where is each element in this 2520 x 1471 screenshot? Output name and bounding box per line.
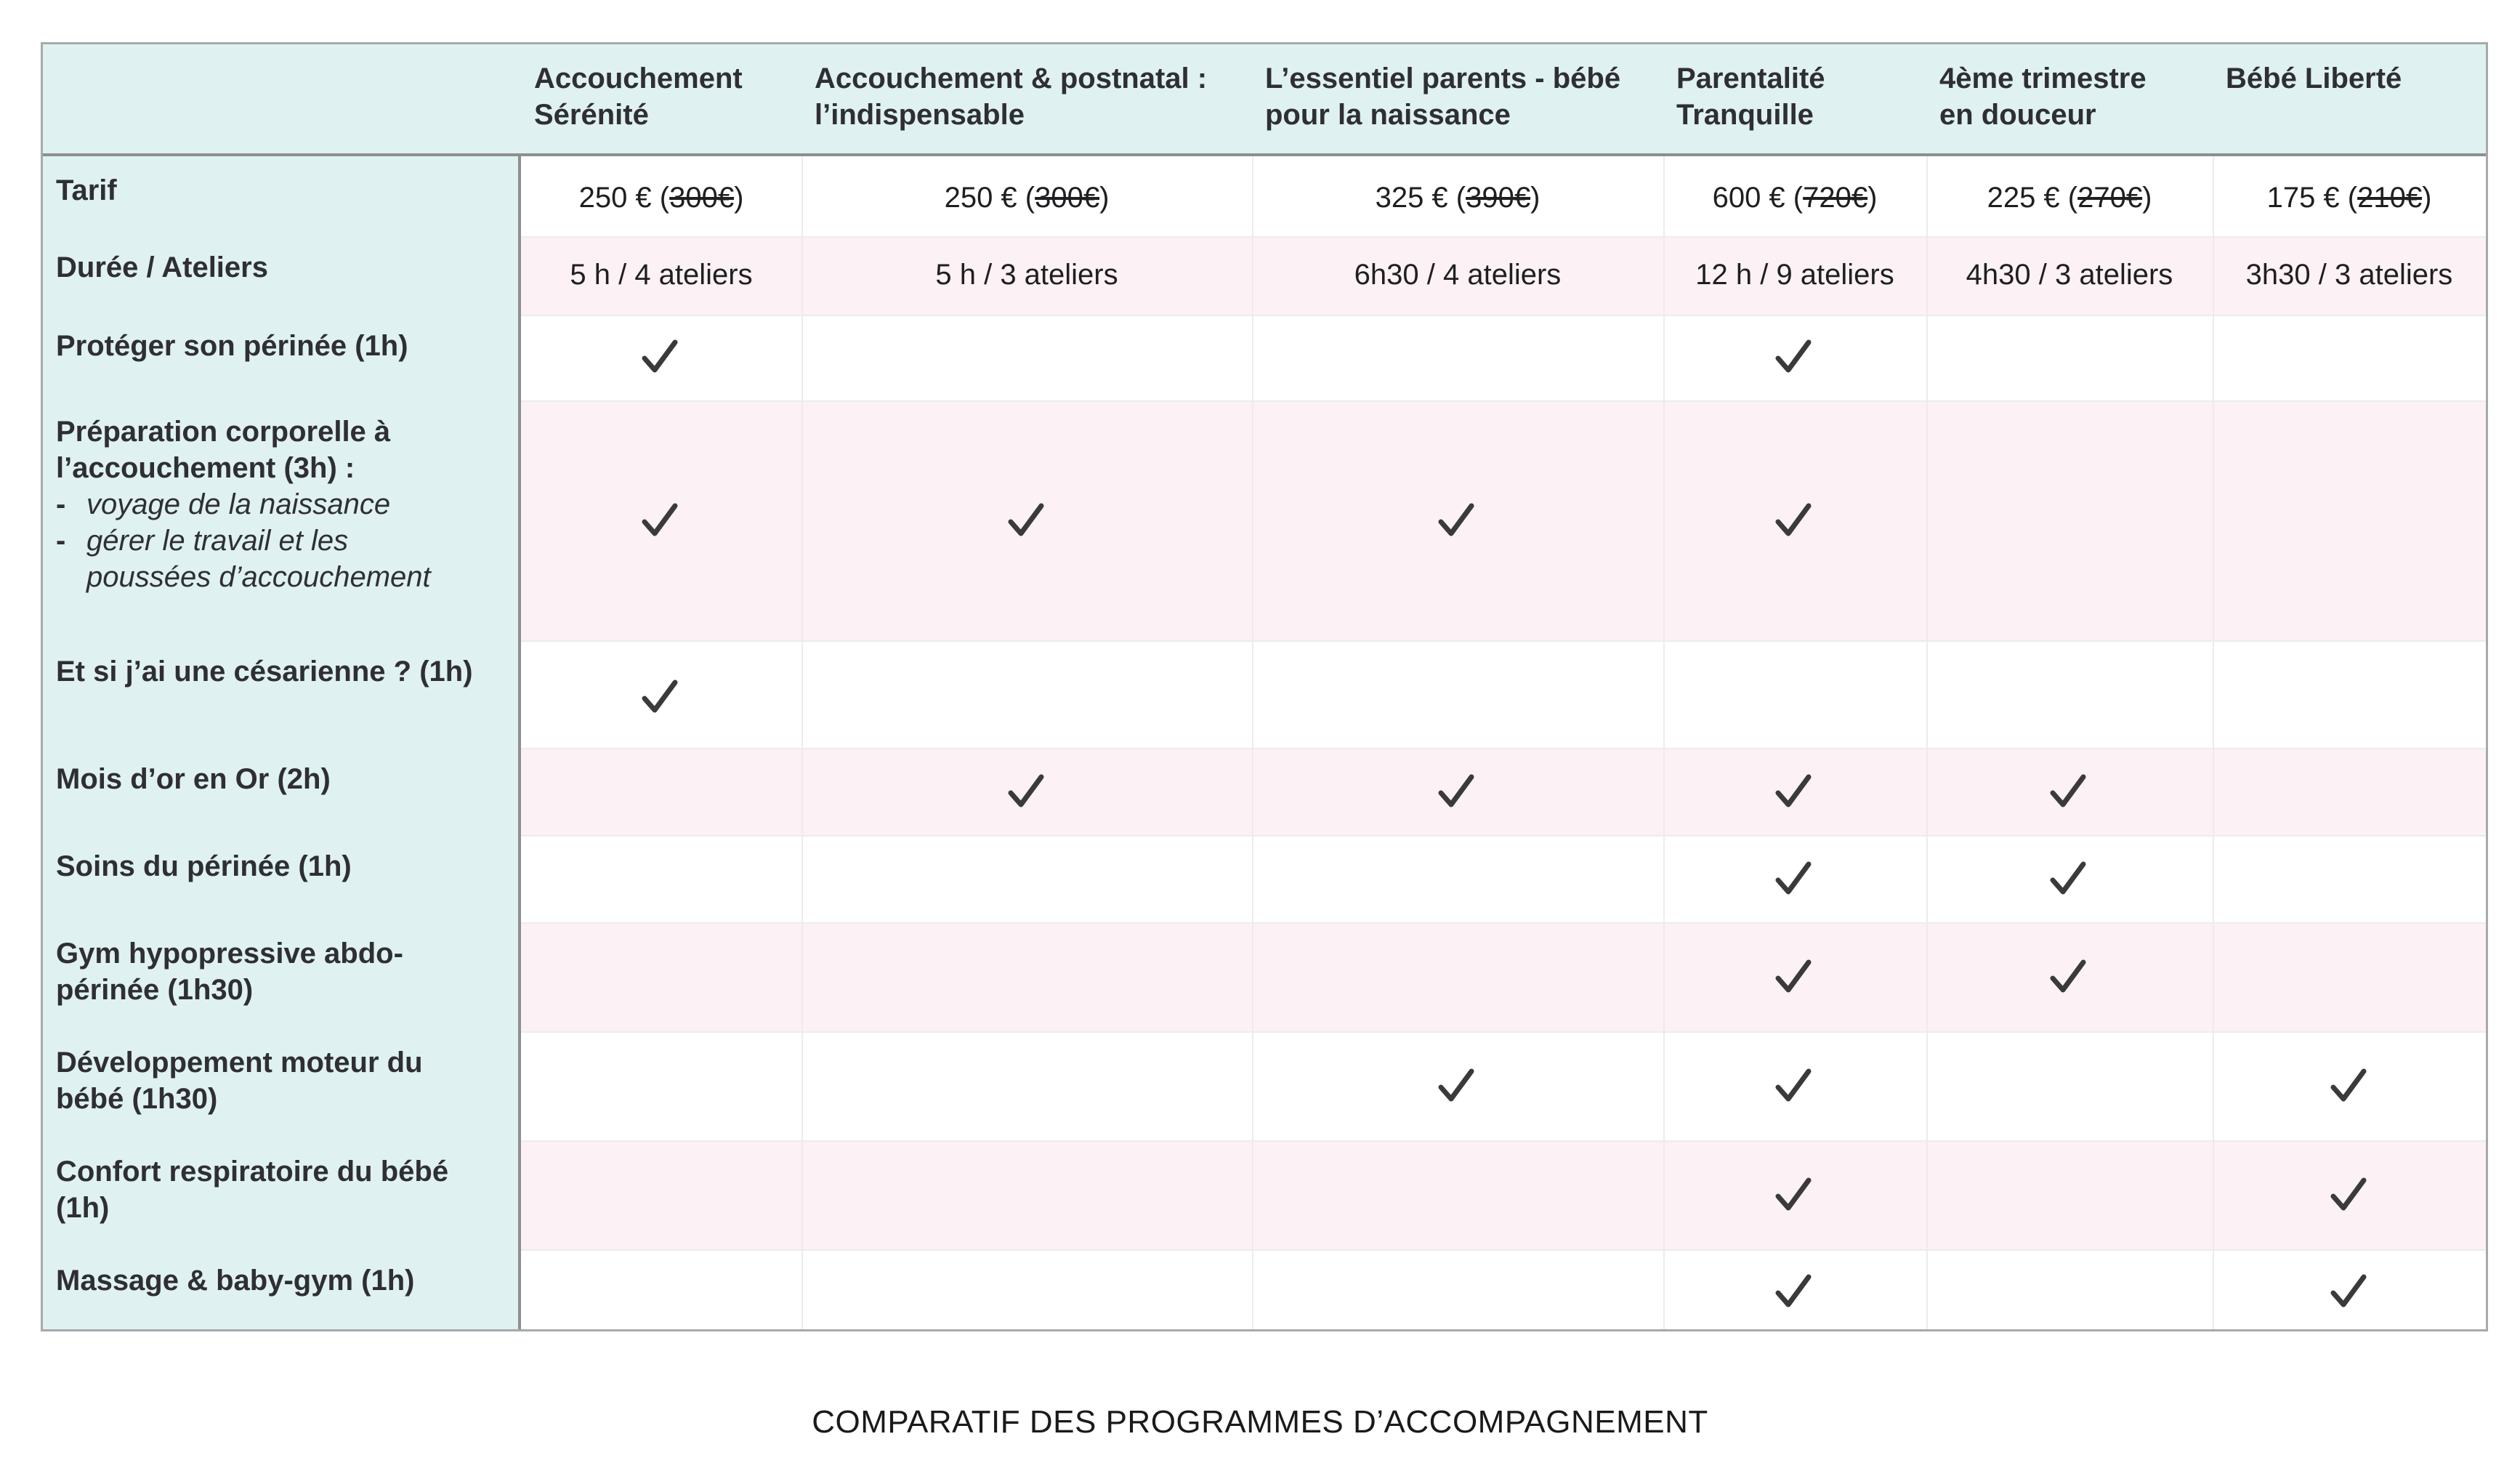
old-price: 300€ — [669, 182, 735, 214]
checkmark-icon — [639, 675, 682, 719]
checkmark-icon — [1772, 335, 1816, 379]
grid-line — [521, 1031, 2486, 1033]
checkmark-icon — [2047, 857, 2091, 900]
checkmark-icon — [1005, 499, 1049, 542]
row-label-moteur-line1: Développement moteur du — [56, 1047, 423, 1079]
duration-cell: 12 h / 9 ateliers — [1695, 259, 1894, 291]
price-cell: 225 € (270€) — [1987, 182, 2152, 214]
page-caption: COMPARATIF DES PROGRAMMES D’ACCOMPAGNEMENT — [812, 1404, 1708, 1440]
row-label-preparation-bullet3: poussées d’accouchement — [86, 561, 431, 593]
row-label-duree: Durée / Ateliers — [56, 251, 268, 283]
checkmark-icon — [1772, 1173, 1816, 1217]
row-label-preparation-line1: Préparation corporelle à — [56, 416, 391, 448]
row-label-preparation-bullet1: voyage de la naissance — [86, 488, 391, 520]
checkmark-icon — [639, 335, 682, 379]
column-header-accouchement-serenite: Accouchement Sérénité — [534, 63, 743, 131]
row-label-respiratoire-line1: Confort respiratoire du bébé — [56, 1156, 449, 1188]
duration-cell: 3h30 / 3 ateliers — [2245, 259, 2453, 291]
row-label-respiratoire-line2: (1h) — [56, 1192, 110, 1224]
old-price: 270€ — [2077, 182, 2143, 214]
column-header-essentiel-parents-bebe: L’essentiel parents - bébé pour la naissance — [1265, 63, 1621, 131]
grid-line — [521, 748, 2486, 749]
row-label-mois-or: Mois d’or en Or (2h) — [56, 763, 331, 795]
grid-line — [521, 400, 2486, 402]
price-cell: 325 € (390€) — [1375, 182, 1540, 214]
checkmark-icon — [2047, 770, 2091, 813]
row-label-tarif: Tarif — [56, 174, 117, 206]
column-header-bebe-liberte: Bébé Liberté — [2226, 63, 2402, 94]
duration-cell: 5 h / 4 ateliers — [570, 259, 753, 291]
bullet-dash: - — [56, 488, 66, 520]
grid-line — [521, 835, 2486, 837]
grid-line — [521, 1249, 2486, 1251]
checkmark-icon — [2047, 955, 2091, 999]
grid-line — [1252, 156, 1253, 1329]
checkmark-icon — [2327, 1270, 2371, 1313]
old-price: 300€ — [1035, 182, 1100, 214]
price-cell: 250 € (300€) — [944, 182, 1110, 214]
row-bg-gym — [521, 922, 2486, 1031]
row-label-preparation-line2: l’accouchement (3h) : — [56, 452, 355, 484]
grid-line — [521, 315, 2486, 316]
checkmark-icon — [1435, 770, 1479, 813]
old-price: 210€ — [2357, 182, 2423, 214]
bullet-dash: - — [56, 525, 66, 557]
checkmark-icon — [1435, 1064, 1479, 1108]
price-cell: 250 € (300€) — [578, 182, 744, 214]
checkmark-icon — [1772, 955, 1816, 999]
grid-line — [521, 1140, 2486, 1142]
checkmark-icon — [1005, 770, 1049, 813]
duration-cell: 4h30 / 3 ateliers — [1966, 259, 2173, 291]
checkmark-icon — [639, 499, 682, 542]
row-bg-mois-or — [521, 748, 2486, 835]
checkmark-icon — [1772, 499, 1816, 542]
row-bg-respiratoire — [521, 1140, 2486, 1249]
checkmark-icon — [1772, 857, 1816, 900]
duration-cell: 5 h / 3 ateliers — [935, 259, 1118, 291]
duration-cell: 6h30 / 4 ateliers — [1354, 259, 1562, 291]
comparison-table — [41, 42, 2488, 1331]
old-price: 720€ — [1803, 182, 1868, 214]
row-bg-preparation — [521, 400, 2486, 640]
price-cell: 175 € (210€) — [2266, 182, 2432, 214]
row-label-gym-line2: périnée (1h30) — [56, 974, 254, 1006]
row-label-preparation-bullet2: gérer le travail et les — [86, 525, 349, 557]
row-label-perinee: Protéger son périnée (1h) — [56, 330, 408, 362]
grid-line — [521, 922, 2486, 924]
checkmark-icon — [2327, 1064, 2371, 1108]
checkmark-icon — [1772, 1064, 1816, 1108]
row-label-soins: Soins du périnée (1h) — [56, 850, 352, 882]
column-header-parentalite-tranquille: Parentalité Tranquille — [1676, 63, 1825, 131]
row-label-gym-line1: Gym hypopressive abdo- — [56, 938, 403, 970]
column-header-4eme-trimestre: 4ème trimestre en douceur — [1939, 63, 2147, 131]
checkmark-icon — [2327, 1173, 2371, 1217]
row-label-moteur-line2: bébé (1h30) — [56, 1083, 218, 1115]
table-header — [43, 44, 2486, 156]
grid-line — [521, 640, 2486, 642]
grid-line — [2213, 156, 2214, 1329]
column-header-accouchement-postnatal: Accouchement & postnatal : l’indispensable — [815, 63, 1208, 131]
checkmark-icon — [1435, 499, 1479, 542]
checkmark-icon — [1772, 770, 1816, 813]
checkmark-icon — [1772, 1270, 1816, 1313]
grid-line — [1663, 156, 1665, 1329]
old-price: 390€ — [1466, 182, 1531, 214]
grid-line — [521, 236, 2486, 238]
row-label-massage: Massage & baby-gym (1h) — [56, 1265, 415, 1297]
row-label-cesarienne: Et si j’ai une césarienne ? (1h) — [56, 656, 473, 688]
grid-line — [801, 156, 803, 1329]
grid-line — [1926, 156, 1928, 1329]
price-cell: 600 € (720€) — [1712, 182, 1878, 214]
